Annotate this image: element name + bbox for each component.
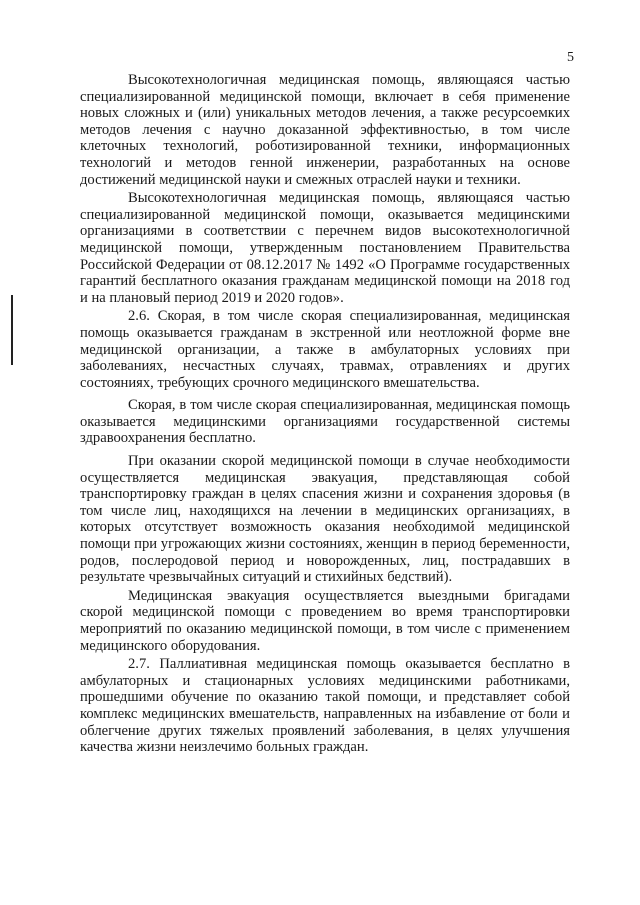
paragraph-medical-evacuation: При оказании скорой медицинской помощи в случае необходимости осуществляется медицинская эвакуация, представляющая собой транспортировку граждан в целях спасения жизни и сохранения здоровья (в том числе лиц, находящихся на лечении в медицинских организациях, в которых отсутствует возможность оказания необходимой медицинской помощи при угрожающих жизни состояниях, женщин в период беременности, родов, послеродовой период и новорожденных, лиц, пострадавших в результате чрезвычайных ситуаций и стихийных бедствий). xyxy=(80,453,570,586)
paragraph-evacuation-teams: Медицинская эвакуация осуществляется выездными бригадами скорой медицинской помощи с проведением во время транспортировки мероприятий по оказанию медицинской помощи, в том числе с применением медицинского оборудования. xyxy=(80,587,570,654)
paragraph-hitech-definition: Высокотехнологичная медицинская помощь, являющаяся частью специализированной медицинской помощи, включает в себя применение новых сложных и (или) уникальных методов лечения, а также ресурсоемких методов лечения с научно доказанной эффективностью, в том числе клеточных технологий, роботизированной техники, информационных технологий и методов генной инженерии, разработанных на основе достижений медицинской науки и смежных отраслей науки и техники. xyxy=(80,72,570,188)
margin-mark xyxy=(11,295,13,365)
paragraph-2-6-emergency: 2.6. Скорая, в том числе скорая специализированная, медицинская помощь оказывается гражданам в экстренной или неотложной форме вне медицинской организации, а также в амбулаторных условиях при заболеваниях, несчастных случаях, травмах, отравлениях и других состояниях, требующих срочного медицинского вмешательства. xyxy=(80,308,570,391)
document-body xyxy=(80,72,570,758)
paragraph-hitech-provision: Высокотехнологичная медицинская помощь, являющаяся частью специализированной медицинской помощи, оказывается медицинскими организациями в соответствии с перечнем видов высокотехнологичной медицинской помощи, утвержденным постановлением Правительства Российской Федерации от 08.12.2017 № 1492 «О Программе государственных гарантий бесплатного оказания гражданам медицинской помощи на 2018 год и на плановый период 2019 и 2020 годов». xyxy=(80,190,570,306)
paragraph-emergency-free: Скорая, в том числе скорая специализированная, медицинская помощь оказывается медицинскими организациями государственной системы здравоохранения бесплатно. xyxy=(80,397,570,447)
page-number: 5 xyxy=(567,50,574,65)
paragraph-2-7-palliative: 2.7. Паллиативная медицинская помощь оказывается бесплатно в амбулаторных и стационарных условиях медицинскими работниками, прошедшими обучение по оказанию такой помощи, и представляет собой комплекс медицинских вмешательств, направленных на избавление от боли и облегчение других тяжелых проявлений заболевания, в целях улучшения качества жизни неизлечимо больных граждан. xyxy=(80,656,570,756)
